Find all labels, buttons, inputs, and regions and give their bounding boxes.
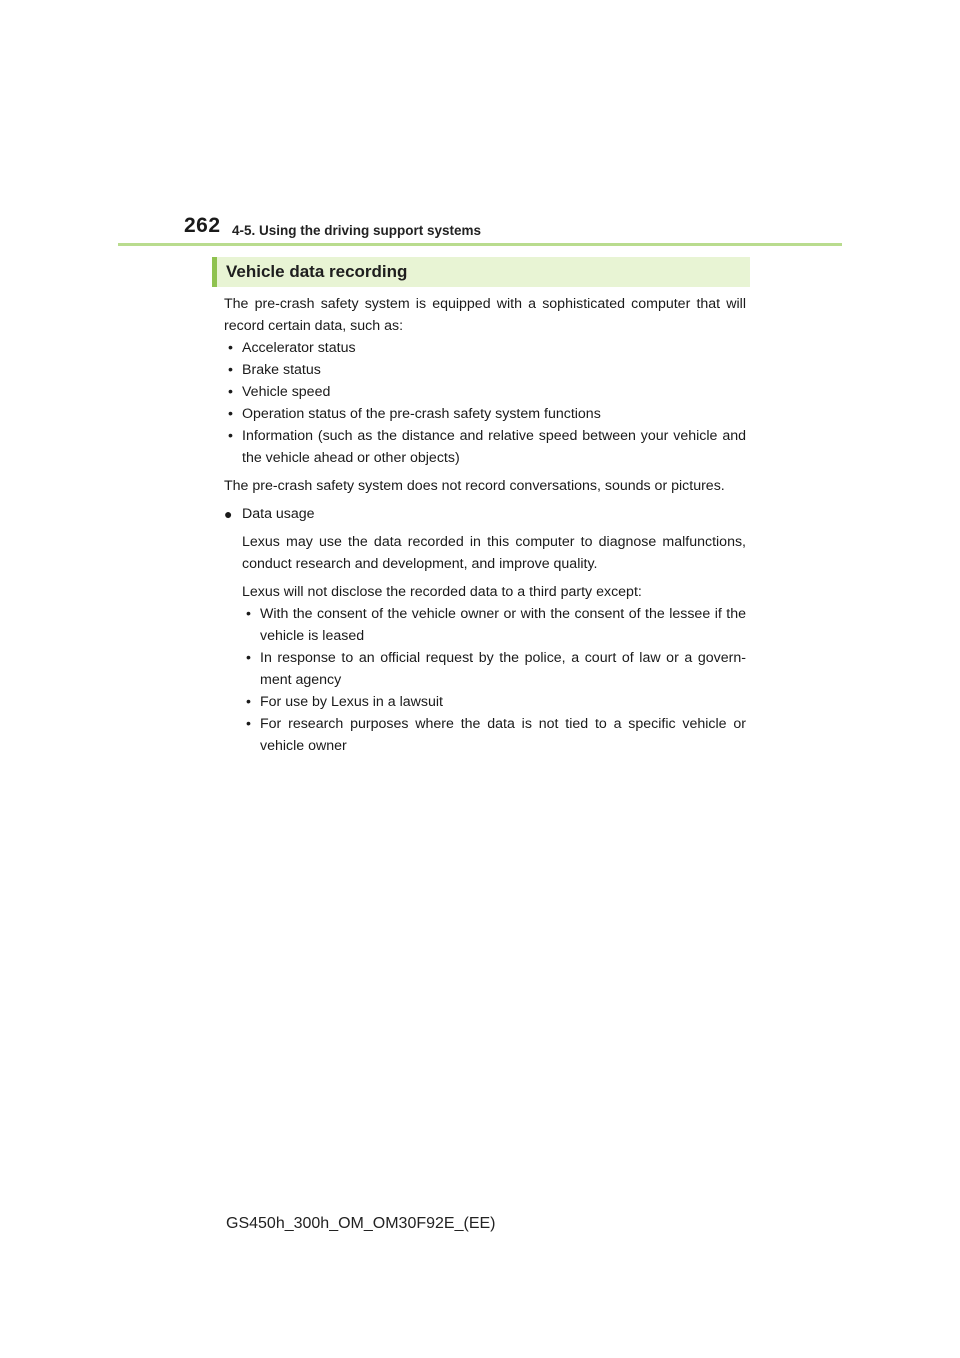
circle-bullet-icon: ● <box>224 506 233 522</box>
bullet-icon: • <box>246 606 251 622</box>
bullet-icon: • <box>246 650 251 666</box>
section-title: 4-5. Using the driving support systems <box>232 223 482 238</box>
list-item: • Operation status of the pre-crash safety system functions <box>224 403 746 425</box>
data-usage-paragraph-2: Lexus will not disclose the recorded data to a third party except: <box>242 584 642 600</box>
content <box>224 293 746 757</box>
data-usage-item <box>224 503 746 525</box>
bullet-icon: • <box>228 428 233 444</box>
bullet-icon: • <box>246 694 251 710</box>
exceptions-list <box>242 603 746 757</box>
footer-doc-id: GS450h_300h_OM_OM30F92E_(EE) <box>226 1215 496 1232</box>
data-usage-title: Data usage <box>242 506 315 522</box>
header-rule <box>118 243 842 246</box>
bullet-icon: • <box>246 716 251 732</box>
list-item: • Information (such as the distance and relative speed between your vehicle and the vehicle ahead or other objects) <box>224 425 746 469</box>
heading-bar <box>212 257 750 287</box>
bullet-icon: • <box>228 384 233 400</box>
list-item: • In response to an official request by the police, a court of law or a govern-ment agency <box>242 647 746 691</box>
list-item: • Brake status <box>224 359 746 381</box>
list-item: • For use by Lexus in a lawsuit <box>242 691 746 713</box>
data-usage-paragraph-1: Lexus may use the data recorded in this computer to diagnose malfunctions, conduct research and development, and improve quality. <box>242 534 746 572</box>
recorded-items-list <box>224 337 746 469</box>
bullet-icon: • <box>228 406 233 422</box>
bullet-icon: • <box>228 362 233 378</box>
page-number: 262 <box>184 214 221 237</box>
data-usage-body <box>242 531 746 757</box>
bullet-icon: • <box>228 340 233 356</box>
intro-paragraph: The pre-crash safety system is equipped with a sophisticated computer that will record certain data, such as: <box>224 296 746 334</box>
list-item: • For research purposes where the data is not tied to a specific vehicle or vehicle owner <box>242 713 746 757</box>
heading-text: Vehicle data recording <box>226 262 408 281</box>
list-item: • Vehicle speed <box>224 381 746 403</box>
not-recorded-paragraph: The pre-crash safety system does not record conversations, sounds or pictures. <box>224 478 725 494</box>
list-item: • With the consent of the vehicle owner or with the consent of the lessee if the vehicle is leased <box>242 603 746 647</box>
list-item: • Accelerator status <box>224 337 746 359</box>
